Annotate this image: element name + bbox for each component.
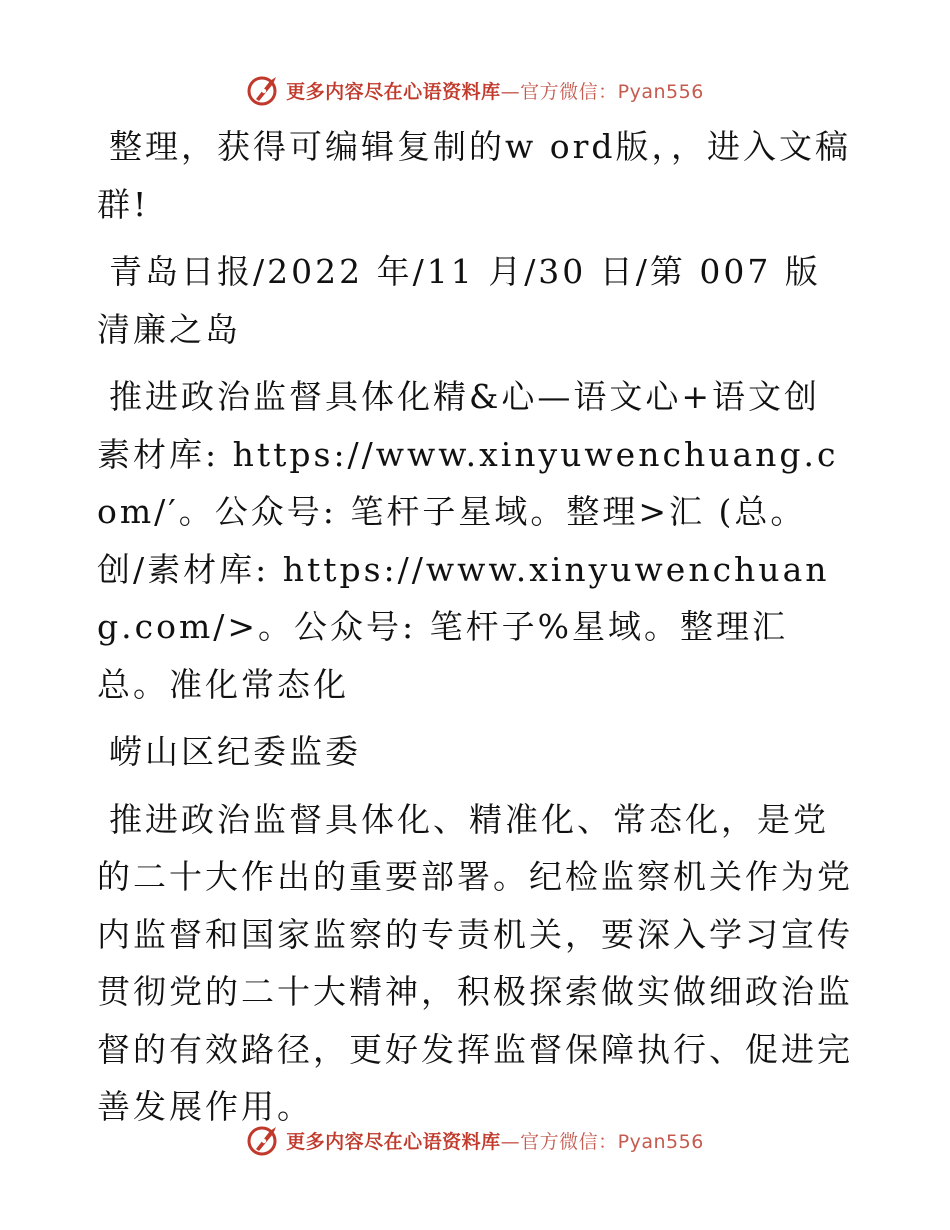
document-body	[97, 118, 853, 1146]
header-watermark	[0, 70, 950, 110]
paragraph-author: 崂山区纪委监委	[109, 732, 361, 771]
paragraph-source-line: 青岛日报/2022 年/11 月/30 日/第 007 版清廉之岛	[97, 252, 821, 349]
watermark-main-text: 更多内容尽在心语资料库	[286, 1130, 501, 1153]
paragraph-intro-note: 整理，获得可编辑复制的w ord版，，进入文稿群!	[97, 127, 852, 224]
footer-watermark	[0, 1120, 950, 1160]
watermark-sub-text: —官方微信：Pyan556	[500, 80, 704, 103]
watermark-sub-text: —官方微信：Pyan556	[500, 1130, 704, 1153]
paragraph-body: 推进政治监督具体化、精准化、常态化，是党的二十大作出的重要部署。纪检监察机关作为党内监督和国家监察的专责机关，要深入学习宣传贯彻党的二十大精神，积极探索做实做细政治监督的有效路径，更好发挥监督保障执行、促进完善发展作用。	[97, 799, 853, 1126]
watermark-main-text: 更多内容尽在心语资料库	[286, 80, 501, 103]
pen-nib-logo-icon	[246, 73, 282, 107]
paragraph-article-title: 推进政治监督具体化精&心—语文心+语文创素材库: https://www.xinyuwenchuang.com/′。公众号: 笔杆子星域。整理>汇 (总。创/素材库: https://www.xinyuwenchuang.com/>。公众号: 笔杆子%星域。整理汇总。准化常态化	[97, 377, 839, 704]
pen-nib-logo-icon	[246, 1123, 282, 1157]
